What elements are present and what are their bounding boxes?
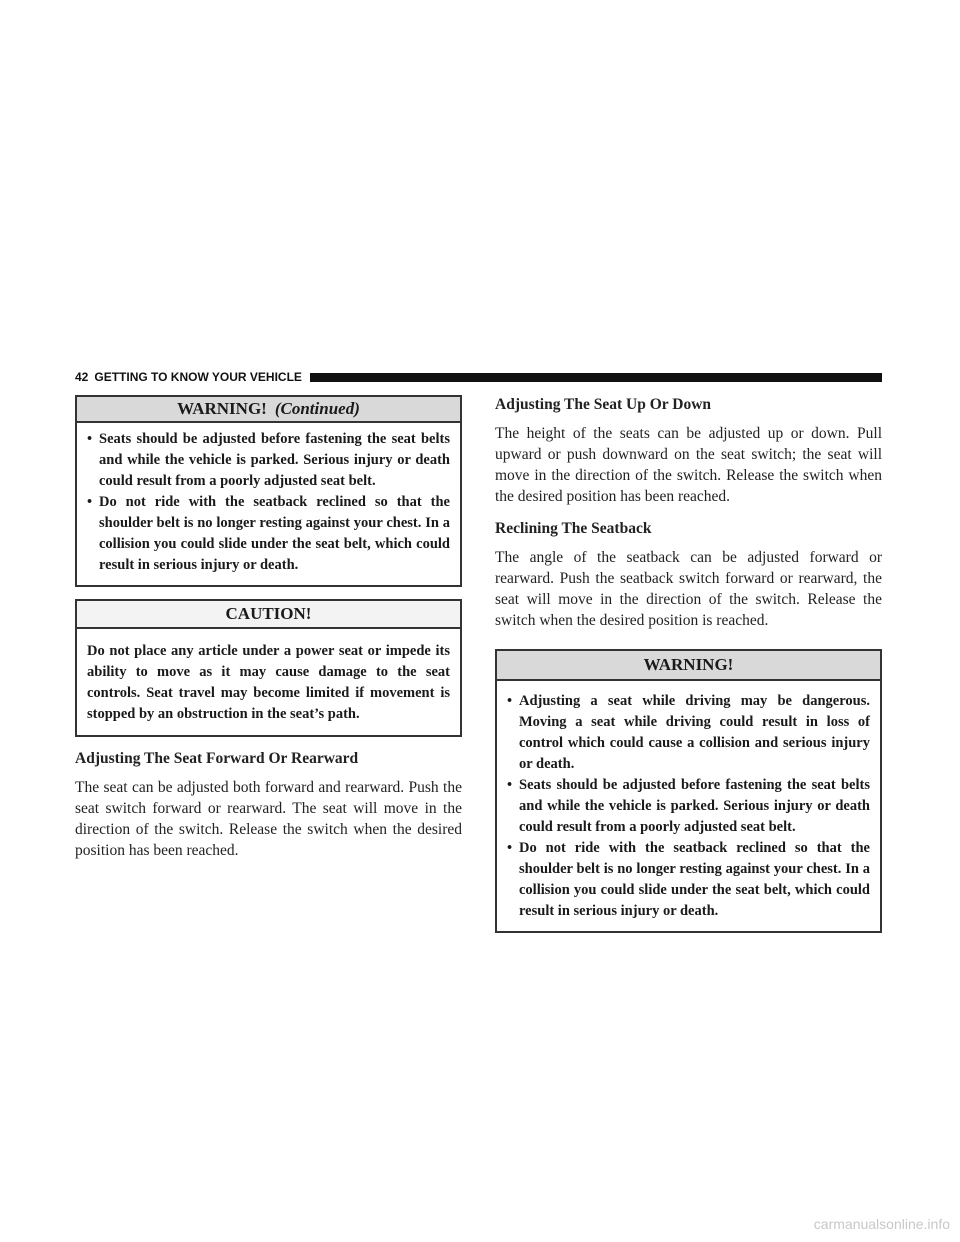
right-column [495,395,882,945]
caution-title: CAUTION! [225,604,312,623]
page-number: 42 [75,370,89,384]
continued-label: (Continued) [274,399,360,418]
section-text-recline: The angle of the seatback can be adjusted forward or rearward. Push the seatback switch forward or rearward, the seat will move in the direction of the switch. Release the switch when the desired position is reached. [495,549,882,629]
left-column [75,395,462,869]
section-heading-forward-rearward: Adjusting The Seat Forward Or Rearward [75,750,359,767]
warning-continued-header [77,397,460,423]
warning-title: WARNING! [177,399,267,418]
caution-text: Do not place any article under a power seat or impede its ability to move as it may cause damage to the seat controls. Seat travel may become limited if movement is stopped by an obstruction in the seat’s path. [87,643,450,722]
warning-bullet: • Do not ride with the seatback reclined so that the shoulder belt is no longer resting against your chest. In a collision you could slide under the seat belt, which could result in serious injury or death. [507,838,870,922]
warning-continued-box [75,395,462,587]
section-heading-up-down: Adjusting The Seat Up Or Down [495,396,712,413]
warning-box [495,649,882,933]
section-heading-recline: Reclining The Seatback [495,520,652,537]
warning-list [507,691,870,922]
section-text-up-down: The height of the seats can be adjusted up or down. Pull upward or push downward on the seat switch; the seat will move in the direction of the switch. Release the switch when the desired position has been reached. [495,425,882,505]
watermark: carmanualsonline.info [813,1216,950,1232]
warning-bullet: • Do not ride with the seatback reclined so that the shoulder belt is no longer resting against your chest. In a collision you could slide under the seat belt, which could result in serious injury or death. [87,492,450,576]
caution-box [75,599,462,737]
page-header [75,370,882,384]
warning-bullet: • Adjusting a seat while driving may be dangerous. Moving a seat while driving could result in loss of control which could cause a collision and serious injury or death. [507,691,870,775]
section-text-forward-rearward: The seat can be adjusted both forward and rearward. Push the seat switch forward or rearward. The seat will move in the direction of the switch. Release the switch when the desired position has been reached. [75,779,462,859]
header-rule [310,373,882,382]
warning-body [497,681,880,931]
section-title: GETTING TO KNOW YOUR VEHICLE [94,370,302,384]
warning-bullet: • Seats should be adjusted before fastening the seat belts and while the vehicle is parked. Serious injury or death could result from a poorly adjusted seat belt. [507,775,870,838]
warning-title: WARNING! [643,655,734,674]
caution-header [77,601,460,629]
warning-bullet: • Seats should be adjusted before fastening the seat belts and while the vehicle is parked. Serious injury or death could result from a poorly adjusted seat belt. [87,429,450,492]
warning-continued-body [77,423,460,585]
warning-header [497,651,880,681]
warning-continued-list [87,429,450,576]
